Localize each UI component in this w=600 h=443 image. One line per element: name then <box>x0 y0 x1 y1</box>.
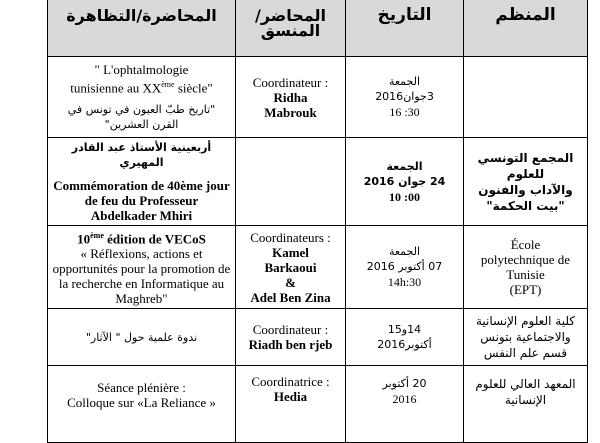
header-organizer: المنظم <box>464 0 588 57</box>
lecture-fr-line: opportunités pour la promotion de <box>52 261 231 277</box>
organizer-line: كلية العلوم الإنسانية <box>475 314 576 329</box>
lecture-fr-text: tunisienne au XX <box>70 80 162 96</box>
organizer-cell <box>464 226 588 309</box>
table-row <box>48 226 588 309</box>
table-row <box>48 366 588 443</box>
date-full: 14و15 <box>387 323 422 337</box>
organizer-line: "بيت الحكمة" <box>486 198 565 213</box>
coordinator-cell <box>236 309 346 366</box>
organizer-line: المعهد العالي للعلوم <box>475 377 576 392</box>
date-full: 20 أكتوبر <box>382 377 427 391</box>
coordinator-cell <box>236 226 346 309</box>
lecture-ar-line: "تاريخ طبّ العيون في تونس في <box>67 102 216 116</box>
header-coordinator: المحاضر/المنسق <box>236 0 346 57</box>
lecture-fr-line <box>52 228 231 246</box>
date-full: 24 جوان 2016 <box>363 174 446 188</box>
coordinator-cell <box>236 366 346 443</box>
coordinator-name: Barkaoui <box>264 259 317 275</box>
lecture-fr-line: " L'ophtalmologie <box>94 62 189 78</box>
date-full: أكتوبر2016 <box>377 338 432 352</box>
lecture-fr-line: Abdelkader Mhiri <box>90 208 193 223</box>
coordinator-name: Ridha <box>273 89 308 105</box>
table-row <box>48 309 588 366</box>
lecture-ar-line: ندوة علمية حول " الآثار" <box>85 330 198 344</box>
header-row <box>48 0 588 57</box>
lecture-fr-line: Commémoration de 40ème jour <box>53 178 230 193</box>
organizer-cell <box>464 366 588 443</box>
coordinator-label: Coordinateur : <box>252 74 329 90</box>
table-row <box>48 138 588 226</box>
organizer-cell <box>464 57 588 138</box>
coordinator-label: Coordinateurs : <box>250 229 331 245</box>
organizer-line: المجمع التونسي للعلوم <box>477 150 574 181</box>
lecture-superscript: ème <box>161 80 175 90</box>
lecture-fr-text: 10 <box>77 231 91 247</box>
date-cell <box>346 226 464 309</box>
organizer-line: الإنسانية <box>504 393 547 408</box>
date-day: الجمعة <box>386 159 423 173</box>
date-time: 14h:30 <box>387 275 422 290</box>
coordinator-name: Kamel <box>272 244 309 260</box>
organizer-line: قسم علم النفس <box>483 346 568 361</box>
lecture-fr-text: siècle" <box>174 80 213 96</box>
table-row <box>48 57 588 138</box>
coordinator-label: Coordinateur : <box>252 322 329 338</box>
date-full: 3جوان2016 <box>375 90 434 103</box>
organizer-line: École <box>510 237 541 253</box>
date-cell <box>346 309 464 366</box>
lecture-fr-line: « Réflexions, actions et <box>80 246 203 262</box>
coordinator-cell <box>236 138 346 226</box>
date-full: 2016 <box>392 392 417 407</box>
lecture-superscript: ème <box>90 231 104 240</box>
lecture-ar-line: أربعينية الأستاذ عبد القادر المهيري <box>71 141 212 169</box>
coordinator-name: & <box>285 274 296 290</box>
date-cell <box>346 138 464 226</box>
lecture-fr-line: Colloque sur «La Reliance » <box>67 395 216 411</box>
lecture-cell <box>48 309 236 366</box>
lecture-fr-line: Maghreb" <box>115 291 168 307</box>
organizer-line: Tunisie <box>506 267 545 283</box>
lecture-ar-line: القرن العشرين" <box>104 117 179 131</box>
date-cell <box>346 57 464 138</box>
organizer-line: (EPT) <box>509 282 542 298</box>
header-lecture: المحاضرة/التظاهرة <box>48 0 236 57</box>
date-time: 10 :00 <box>389 189 420 204</box>
lecture-fr-line: de feu du Professeur <box>84 193 199 208</box>
lecture-fr-line <box>52 77 231 95</box>
date-day: الجمعة <box>388 75 421 88</box>
lecture-fr-line: Séance plénière : <box>97 380 186 396</box>
coordinator-name: Mabrouk <box>264 104 317 120</box>
organizer-line: polytechnique de <box>480 252 571 268</box>
coordinator-cell <box>236 57 346 138</box>
lecture-fr-line: la recherche en Informatique au <box>58 276 225 292</box>
coordinator-label: Coordinatrice : <box>251 374 330 390</box>
organizer-line: والآداب والفنون <box>478 182 573 197</box>
lecture-cell <box>48 226 236 309</box>
lecture-fr-text: édition de VECoS <box>103 231 206 247</box>
coordinator-name: Adel Ben Zina <box>250 289 331 305</box>
date-time: 16 :30 <box>389 105 420 119</box>
coordinator-name: Riadh ben rjeb <box>248 337 333 353</box>
date-cell <box>346 366 464 443</box>
lecture-cell <box>48 138 236 226</box>
date-full: 07 أكتوبر 2016 <box>366 260 443 274</box>
lecture-cell <box>48 366 236 443</box>
lecture-cell <box>48 57 236 138</box>
coordinator-name: Hedia <box>273 389 308 405</box>
organizer-cell <box>464 309 588 366</box>
date-day: الجمعة <box>388 245 421 259</box>
header-date: التاريخ <box>346 0 464 57</box>
organizer-cell <box>464 138 588 226</box>
organizer-line: والاجتماعية بتونس <box>480 330 571 345</box>
events-table <box>47 0 588 443</box>
